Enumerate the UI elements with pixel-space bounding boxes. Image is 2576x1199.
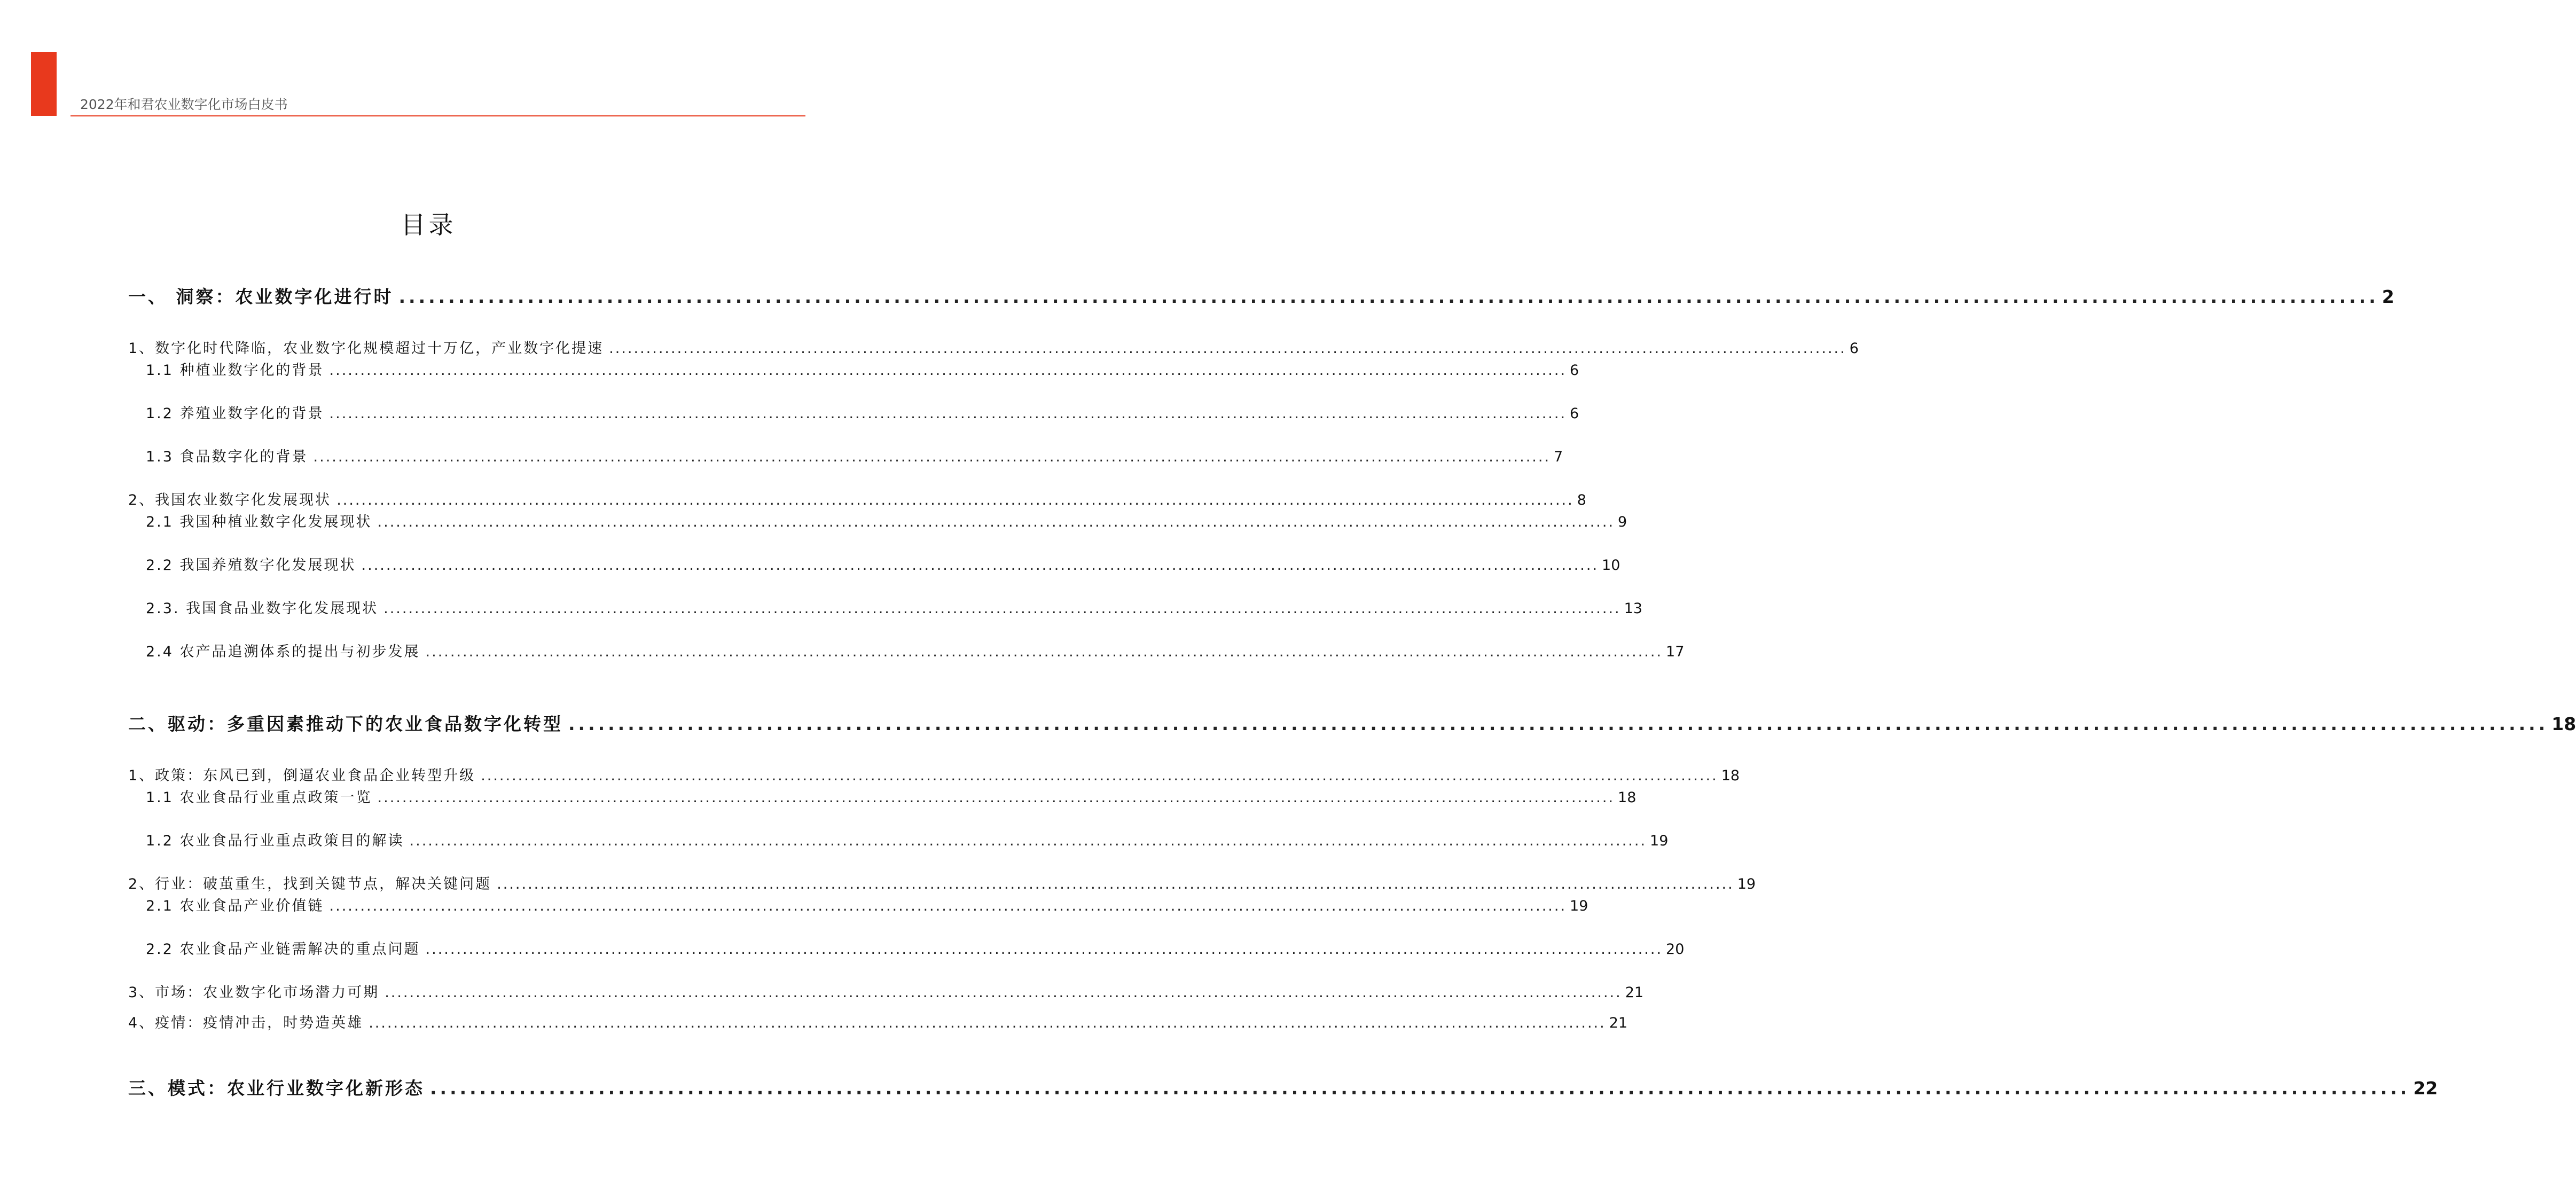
toc-leader-dots: ........................................................................................................................................................................................................ [385,984,1622,1001]
toc-title: 目录 [401,210,457,239]
toc-leader-dots: ........................................................................................................................................................................................................ [377,789,1615,806]
toc-entry-page: 19 [1570,898,1588,914]
toc-leader-dots: ........................................................................................................................................................................................................ [425,941,1663,958]
toc-leader-dots: ........................................................................................................................................................................................................ [430,1078,2410,1099]
toc-entry-subsection[interactable] [146,445,1563,466]
toc-leader-dots: ........................................................................................................................................................................................................ [398,286,2379,307]
toc-entry-label: 2.3. 我国食品业数字化发展现状 [146,600,379,617]
toc-entry-label: 1.2 农业食品行业重点政策目的解读 [146,833,404,849]
header-divider [71,115,805,116]
toc-entry-label: 2、我国农业数字化发展现状 [128,492,332,508]
toc-entry-section[interactable] [128,1011,1628,1032]
toc-entry-label: 1.1 农业食品行业重点政策一览 [146,789,372,806]
toc-entry-page: 6 [1570,405,1579,422]
toc-leader-dots: ........................................................................................................................................................................................................ [409,833,1647,849]
toc-leader-dots: ........................................................................................................................................................................................................ [329,405,1567,422]
toc-entry-page: 21 [1609,1015,1628,1031]
toc-entry-page: 20 [1666,941,1685,958]
toc-leader-dots: ........................................................................................................................................................................................................ [377,514,1615,530]
toc-entry-page: 17 [1666,644,1685,660]
toc-entry-label: 1.1 种植业数字化的背景 [146,362,324,379]
toc-entry-part-1[interactable] [128,283,2394,308]
toc-entry-section[interactable] [128,981,1644,1001]
toc-entry-label: 2.2 农业食品产业链需解决的重点问题 [146,941,420,958]
toc-entry-section[interactable] [128,336,1859,357]
toc-entry-subsection[interactable] [146,553,1620,574]
header-accent-bar [31,52,57,116]
toc-entry-page: 13 [1624,600,1642,617]
toc-entry-label: 2.2 我国养殖数字化发展现状 [146,557,356,574]
toc-entry-page: 9 [1618,514,1627,530]
toc-entry-label: 3、市场：农业数字化市场潜力可期 [128,984,380,1001]
toc-entry-subsection[interactable] [146,786,1637,806]
toc-entry-page: 19 [1650,833,1669,849]
toc-entry-page: 6 [1570,362,1579,379]
toc-leader-dots: ........................................................................................................................................................................................................ [497,876,1734,892]
toc-entry-page: 21 [1625,984,1644,1001]
toc-entry-subsection[interactable] [146,640,1685,661]
toc-entry-page: 18 [1618,789,1637,806]
toc-leader-dots: ........................................................................................................................................................................................................ [383,600,1621,617]
toc-entry-label: 1、政策：东风已到，倒逼农业食品企业转型升级 [128,767,476,784]
toc-entry-page: 22 [2413,1078,2438,1099]
toc-entry-label: 2.1 我国种植业数字化发展现状 [146,514,372,530]
toc-entry-page: 7 [1554,449,1563,465]
toc-leader-dots: ........................................................................................................................................................................................................ [425,644,1663,660]
toc-leader-dots: ........................................................................................................................................................................................................ [369,1015,1606,1031]
toc-entry-section[interactable] [128,872,1756,893]
toc-entry-label: 二、驱动：多重因素推动下的农业食品数字化转型 [128,714,563,734]
toc-entry-label: 2、行业：破茧重生，找到关键节点，解决关键问题 [128,876,492,892]
toc-entry-page: 2 [2382,286,2394,307]
toc-entry-subsection[interactable] [146,894,1588,915]
toc-entry-page: 18 [2551,714,2576,734]
toc-entry-page: 18 [1721,767,1740,784]
toc-entry-label: 一、 洞察：农业数字化进行时 [128,286,394,307]
toc-entry-section[interactable] [128,488,1586,509]
toc-entry-subsection[interactable] [146,937,1685,958]
toc-entry-section[interactable] [128,764,1740,785]
toc-entry-page: 10 [1602,557,1620,574]
toc-entry-label: 1、数字化时代降临，农业数字化规模超过十万亿，产业数字化提速 [128,340,604,357]
toc-leader-dots: ........................................................................................................................................................................................................ [336,492,1574,508]
toc-entry-subsection[interactable] [146,358,1579,379]
toc-entry-label: 2.4 农产品追溯体系的提出与初步发展 [146,644,420,660]
toc-entry-label: 4、疫情：疫情冲击，时势造英雄 [128,1015,364,1031]
toc-leader-dots: ........................................................................................................................................................................................................ [329,898,1567,914]
toc-entry-subsection[interactable] [146,829,1669,850]
toc-leader-dots: ........................................................................................................................................................................................................ [481,767,1718,784]
toc-leader-dots: ........................................................................................................................................................................................................ [329,362,1567,379]
toc-entry-label: 2.1 农业食品产业价值链 [146,898,324,914]
toc-entry-part-2[interactable] [128,710,2576,735]
toc-entry-label: 1.3 食品数字化的背景 [146,449,308,465]
toc-entry-subsection[interactable] [146,402,1579,422]
toc-entry-label: 三、模式：农业行业数字化新形态 [128,1078,425,1099]
toc-leader-dots: ........................................................................................................................................................................................................ [361,557,1599,574]
toc-entry-page: 6 [1849,340,1859,357]
toc-entry-page: 8 [1577,492,1586,508]
toc-entry-label: 1.2 养殖业数字化的背景 [146,405,324,422]
toc-leader-dots: ........................................................................................................................................................................................................ [609,340,1846,357]
toc-leader-dots: ........................................................................................................................................................................................................ [313,449,1551,465]
toc-leader-dots: ........................................................................................................................................................................................................ [568,714,2549,734]
toc-entry-part-3[interactable] [128,1075,2438,1100]
document-header-title: 2022年和君农业数字化市场白皮书 [80,97,288,112]
toc-entry-subsection[interactable] [146,510,1627,531]
toc-entry-subsection[interactable] [146,597,1642,617]
toc-entry-page: 19 [1737,876,1756,892]
